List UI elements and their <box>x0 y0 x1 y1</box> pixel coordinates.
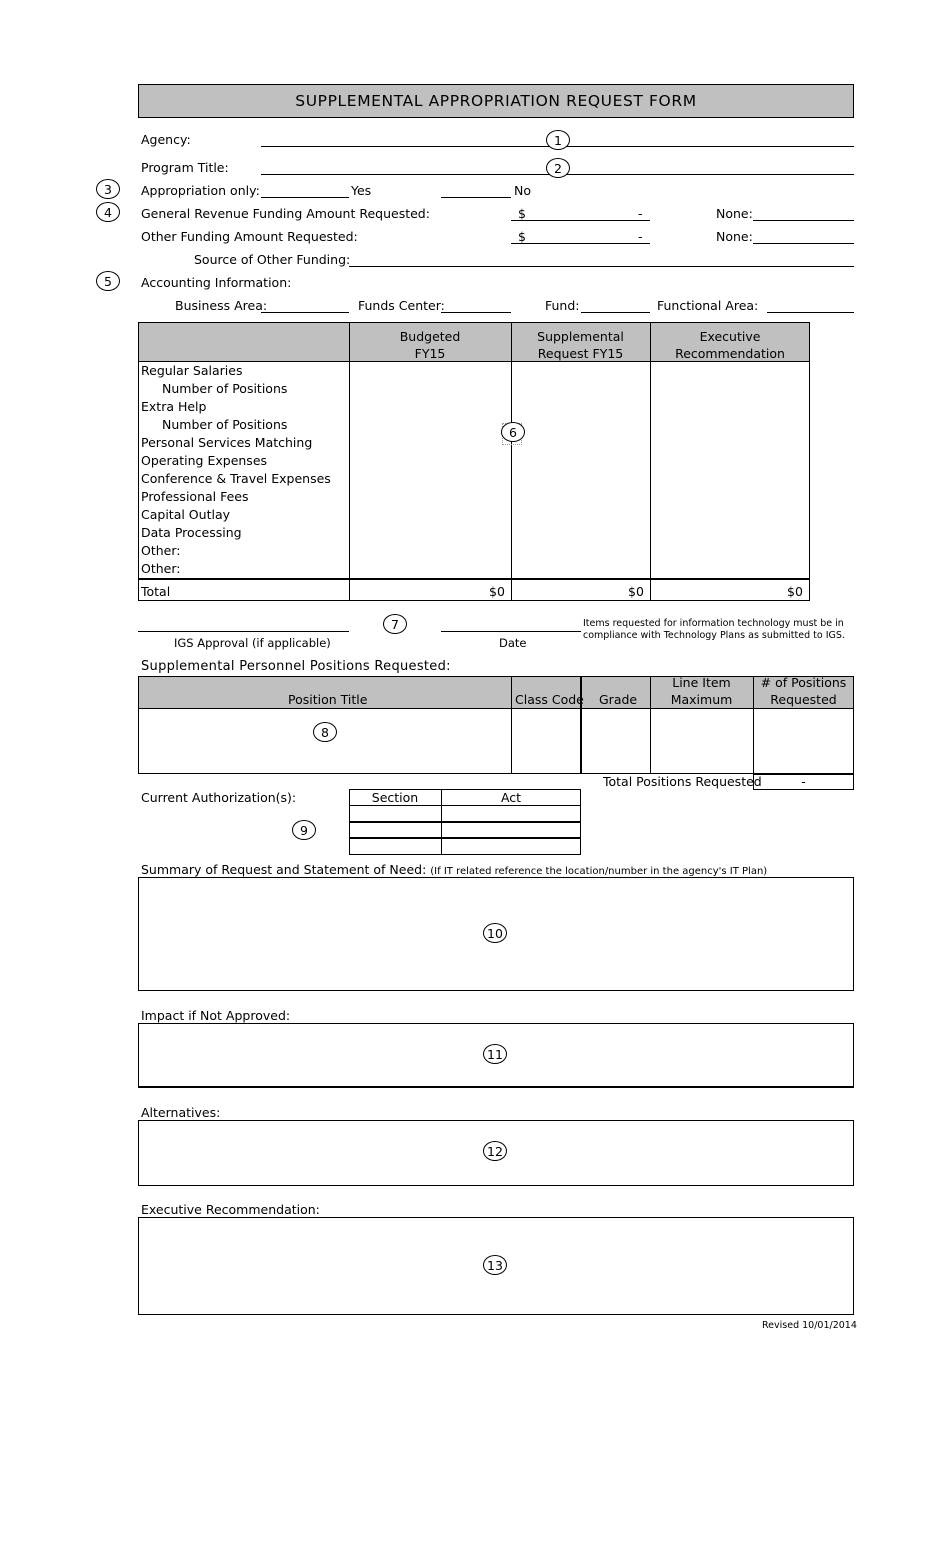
gr-funding-label: General Revenue Funding Amount Requested: <box>141 206 430 221</box>
marker-4: 4 <box>96 202 120 222</box>
yes-label: Yes <box>351 183 372 198</box>
summary-note: (If IT related reference the location/number in the agency's IT Plan) <box>430 866 768 877</box>
other-amount-value: - <box>638 229 643 244</box>
personnel-col-grade: Grade <box>599 692 638 707</box>
gr-none-label: None: <box>716 206 753 221</box>
business-area-field[interactable] <box>261 312 349 313</box>
budget-header-supplemental-l1: Supplemental <box>537 329 624 344</box>
total-positions-label: Total Positions Requested <box>603 774 762 789</box>
marker-11: 11 <box>483 1044 507 1064</box>
budget-header-executive-l2: Recommendation <box>675 346 785 361</box>
budget-row-positions-1: Number of Positions <box>162 381 288 396</box>
personnel-col-line-item-2: Maximum <box>670 692 733 707</box>
marker-1: 1 <box>546 130 570 150</box>
gr-dollar-sign: $ <box>518 206 526 221</box>
budget-col-divider-1 <box>349 322 350 601</box>
marker-8: 8 <box>313 722 337 742</box>
budget-row-other-2: Other: <box>141 561 181 576</box>
revised-date: Revised 10/01/2014 <box>762 1320 857 1331</box>
personnel-col-divider-4 <box>753 676 754 774</box>
accounting-info-label: Accounting Information: <box>141 275 292 290</box>
it-note-line2: compliance with Technology Plans as submitted to IGS. <box>583 630 845 641</box>
budget-row-operating: Operating Expenses <box>141 453 268 468</box>
personnel-col-divider-2 <box>580 676 582 774</box>
budget-col-divider-2 <box>511 322 512 601</box>
budget-header-supplemental-l2: Request FY15 <box>537 346 624 361</box>
personnel-header-divider <box>138 708 854 709</box>
budget-row-conference: Conference & Travel Expenses <box>141 471 331 486</box>
personnel-section-title: Supplemental Personnel Positions Requested: <box>141 659 451 674</box>
other-funding-label: Other Funding Amount Requested: <box>141 229 358 244</box>
functional-area-label: Functional Area: <box>657 298 759 313</box>
date-field[interactable] <box>441 631 581 632</box>
functional-area-field[interactable] <box>767 312 854 313</box>
personnel-col-line-item-1: Line Item <box>672 675 731 690</box>
budget-row-extra-help: Extra Help <box>141 399 207 414</box>
date-label: Date <box>499 636 527 650</box>
authorization-row-2 <box>349 821 581 823</box>
marker-9: 9 <box>292 820 316 840</box>
gr-none-field[interactable] <box>753 220 854 221</box>
personnel-col-divider-3 <box>650 676 651 774</box>
personnel-col-positions-2: Requested <box>770 692 837 707</box>
marker-13: 13 <box>483 1255 507 1275</box>
budget-row-professional-fees: Professional Fees <box>141 489 249 504</box>
gr-amount-field[interactable] <box>511 220 650 221</box>
impact-label: Impact if Not Approved: <box>141 1008 291 1023</box>
marker-7: 7 <box>383 614 407 634</box>
current-authorization-label: Current Authorization(s): <box>141 790 297 805</box>
source-other-field[interactable] <box>349 266 854 267</box>
marker-12: 12 <box>483 1141 507 1161</box>
personnel-table-border <box>138 676 854 774</box>
authorization-row-1 <box>349 805 581 806</box>
appropriation-no-field[interactable] <box>441 197 511 198</box>
authorization-col-act: Act <box>500 790 522 805</box>
budget-row-regular-salaries: Regular Salaries <box>141 363 243 378</box>
total-positions-value: - <box>801 774 806 789</box>
igs-approval-label: IGS Approval (if applicable) <box>174 636 331 650</box>
marker-3: 3 <box>96 179 120 199</box>
fund-field[interactable] <box>581 312 650 313</box>
business-area-label: Business Area: <box>175 298 268 313</box>
personnel-col-divider-1 <box>511 676 512 774</box>
budget-total-divider <box>138 578 810 580</box>
personnel-col-positions-1: # of Positions <box>760 675 847 690</box>
funds-center-field[interactable] <box>441 312 511 313</box>
appropriation-only-label: Appropriation only: <box>141 183 260 198</box>
budget-total-executive: $0 <box>787 584 803 599</box>
appropriation-yes-field[interactable] <box>261 197 349 198</box>
budget-total-budgeted: $0 <box>489 584 505 599</box>
alternatives-label: Alternatives: <box>141 1105 221 1120</box>
marker-2: 2 <box>546 158 570 178</box>
budget-row-data-processing: Data Processing <box>141 525 242 540</box>
it-note-line1: Items requested for information technology must be in <box>583 618 844 629</box>
marker-10: 10 <box>483 923 507 943</box>
other-dollar-sign: $ <box>518 229 526 244</box>
other-none-label: None: <box>716 229 753 244</box>
budget-header-budgeted-l1: Budgeted <box>399 329 461 344</box>
budget-row-other-1: Other: <box>141 543 181 558</box>
exec-rec-label: Executive Recommendation: <box>141 1202 320 1217</box>
budget-col-divider-3 <box>650 322 651 601</box>
budget-total-supplemental: $0 <box>628 584 644 599</box>
budget-row-capital-outlay: Capital Outlay <box>141 507 230 522</box>
budget-total-label: Total <box>141 584 171 599</box>
budget-header-budgeted-l2: FY15 <box>414 346 446 361</box>
source-other-label: Source of Other Funding: <box>194 252 351 267</box>
other-amount-field[interactable] <box>511 243 650 244</box>
agency-label: Agency: <box>141 132 191 147</box>
marker-5: 5 <box>96 271 120 291</box>
authorization-col-section: Section <box>371 790 419 805</box>
other-none-field[interactable] <box>753 243 854 244</box>
igs-approval-field[interactable] <box>138 631 349 632</box>
form-title: SUPPLEMENTAL APPROPRIATION REQUEST FORM <box>138 84 854 118</box>
personnel-col-class: Class Code <box>515 692 584 707</box>
authorization-row-3 <box>349 837 581 839</box>
budget-row-personal-services: Personal Services Matching <box>141 435 313 450</box>
fund-label: Fund: <box>545 298 580 313</box>
summary-label-text: Summary of Request and Statement of Need: <box>141 862 427 877</box>
budget-row-positions-2: Number of Positions <box>162 417 288 432</box>
personnel-col-position: Position Title <box>288 692 368 707</box>
marker-6: 6 <box>501 422 525 442</box>
funds-center-label: Funds Center: <box>358 298 445 313</box>
budget-header-executive-l1: Executive <box>699 329 761 344</box>
no-label: No <box>514 183 531 198</box>
gr-amount-value: - <box>638 206 643 221</box>
program-title-label: Program Title: <box>141 160 229 175</box>
